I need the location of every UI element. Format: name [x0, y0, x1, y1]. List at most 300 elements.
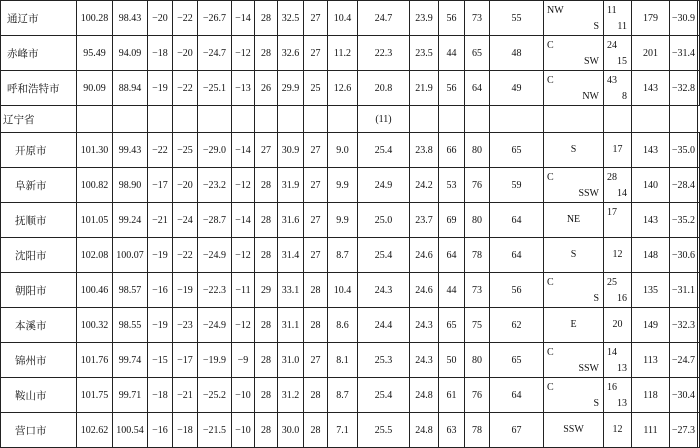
data-cell [698, 413, 700, 448]
data-cell: −32.8 [670, 71, 698, 106]
data-cell: 27 [304, 238, 328, 273]
data-cell: 113 [632, 343, 670, 378]
city-name: 开原市 [1, 133, 77, 168]
wind-direction-cell [544, 378, 604, 413]
wind-direction-cell [544, 133, 604, 168]
wind-tl-label: C [547, 276, 554, 288]
data-cell: 12.6 [328, 71, 358, 106]
data-cell: −26.7 [198, 1, 232, 36]
data-cell: −22 [173, 238, 198, 273]
table-body-bottom [1, 133, 700, 448]
data-cell: −24.7 [198, 36, 232, 71]
data-cell: −24.9 [198, 308, 232, 343]
data-cell: 24.7 [358, 1, 410, 36]
data-cell: 24.6 [410, 273, 439, 308]
province-note: (11) [358, 106, 410, 133]
table-row [1, 36, 700, 71]
wind-frequency-cell [604, 1, 632, 36]
data-cell: 10.4 [328, 1, 358, 36]
data-cell: 100.28 [77, 1, 113, 36]
data-cell [698, 238, 700, 273]
data-cell: 73 [465, 273, 490, 308]
data-cell: 98.55 [113, 308, 148, 343]
wind-tl-label: C [547, 74, 554, 86]
data-cell: 8.7 [328, 238, 358, 273]
data-cell: −14 [232, 1, 255, 36]
data-cell: 143 [632, 203, 670, 238]
wind-br-label: SW [584, 55, 599, 67]
wind-frequency-cell [604, 413, 632, 448]
data-cell: 8.7 [328, 378, 358, 413]
data-cell: −27.3 [670, 413, 698, 448]
data-cell: 27 [304, 203, 328, 238]
data-cell: −35.0 [670, 133, 698, 168]
data-cell: 99.71 [113, 378, 148, 413]
data-cell: 65 [490, 343, 544, 378]
table-row [1, 343, 700, 378]
data-cell: 201 [632, 36, 670, 71]
data-cell: 28 [255, 168, 278, 203]
data-cell: 29 [255, 273, 278, 308]
wind-frequency-cell [604, 238, 632, 273]
wind-tl-label: C [547, 346, 554, 358]
data-cell [698, 203, 700, 238]
data-cell: 100.07 [113, 238, 148, 273]
data-cell: 64 [465, 71, 490, 106]
data-cell: 26 [255, 71, 278, 106]
data-cell [698, 71, 700, 106]
data-cell: 28 [304, 413, 328, 448]
wind-frequency-cell [604, 203, 632, 238]
table-row [1, 413, 700, 448]
data-cell: 48 [490, 36, 544, 71]
data-cell: 25.4 [358, 378, 410, 413]
data-cell: −13 [232, 71, 255, 106]
city-name: 营口市 [1, 413, 77, 448]
data-cell: −31.1 [670, 273, 698, 308]
data-cell: −19.9 [198, 343, 232, 378]
data-cell: 25.0 [358, 203, 410, 238]
data-cell: −30.4 [670, 378, 698, 413]
data-cell: −21 [148, 203, 173, 238]
spd-tl-label: 24 [607, 39, 617, 51]
data-cell: 101.75 [77, 378, 113, 413]
data-cell: 24.4 [358, 308, 410, 343]
data-cell: −15 [148, 343, 173, 378]
data-cell: 102.08 [77, 238, 113, 273]
city-name: 本溪市 [1, 308, 77, 343]
wind-mid-label: E [570, 318, 577, 330]
spd-mid-label: 12 [612, 423, 623, 435]
data-cell: 179 [632, 1, 670, 36]
data-cell: 55 [490, 1, 544, 36]
data-cell: −12 [232, 308, 255, 343]
data-cell: 24.8 [410, 378, 439, 413]
data-cell: 99.74 [113, 343, 148, 378]
wind-br-label: S [593, 397, 599, 409]
data-cell: −19 [148, 71, 173, 106]
province-section [1, 106, 700, 133]
data-cell: 27 [255, 133, 278, 168]
data-cell: −31.4 [670, 36, 698, 71]
data-cell: 135 [632, 273, 670, 308]
wind-frequency-cell [604, 343, 632, 378]
data-cell: 28 [255, 238, 278, 273]
wind-frequency-cell [604, 168, 632, 203]
data-cell [698, 133, 700, 168]
data-cell: 9.9 [328, 203, 358, 238]
data-cell: −20 [173, 36, 198, 71]
wind-direction-cell [544, 71, 604, 106]
data-cell: 61 [439, 378, 465, 413]
spd-mid-label: 17 [612, 143, 623, 155]
data-cell: 149 [632, 308, 670, 343]
data-cell: −19 [173, 273, 198, 308]
data-cell: 118 [632, 378, 670, 413]
data-cell: 25 [304, 71, 328, 106]
wind-tl-label: NW [547, 4, 564, 16]
wind-br-label: S [593, 292, 599, 304]
data-cell: −14 [232, 203, 255, 238]
data-cell: 7.1 [328, 413, 358, 448]
data-cell: 101.30 [77, 133, 113, 168]
data-cell: −28.7 [198, 203, 232, 238]
data-cell: −29.0 [198, 133, 232, 168]
spd-br-label: 14 [617, 187, 627, 199]
data-cell: 98.57 [113, 273, 148, 308]
spd-mid-label: 12 [612, 248, 623, 260]
data-cell: 80 [465, 133, 490, 168]
data-cell: 63 [439, 413, 465, 448]
data-cell: 78 [465, 238, 490, 273]
data-cell: 28 [255, 1, 278, 36]
data-cell: 75 [465, 308, 490, 343]
data-cell: −18 [148, 36, 173, 71]
table-row [1, 133, 700, 168]
data-cell: 33.1 [278, 273, 304, 308]
wind-mid-label: S [570, 143, 577, 155]
data-cell: 111 [632, 413, 670, 448]
city-name: 抚顺市 [1, 203, 77, 238]
spd-br-label: 8 [622, 90, 627, 102]
data-cell: −17 [173, 343, 198, 378]
wind-br-label: S [593, 20, 599, 32]
data-cell: 99.43 [113, 133, 148, 168]
wind-frequency-cell [604, 273, 632, 308]
data-cell: 56 [439, 1, 465, 36]
data-cell: 80 [465, 203, 490, 238]
wind-br-label: SSW [578, 362, 599, 374]
city-name: 阜新市 [1, 168, 77, 203]
data-cell: 143 [632, 71, 670, 106]
data-cell: 64 [490, 378, 544, 413]
data-cell: 23.8 [410, 133, 439, 168]
data-cell: −24 [173, 203, 198, 238]
data-cell: −9 [232, 343, 255, 378]
data-cell: 30.9 [278, 133, 304, 168]
data-cell: 25.4 [358, 133, 410, 168]
data-cell: −25.1 [198, 71, 232, 106]
wind-mid-label: NE [566, 213, 581, 225]
data-cell: −12 [232, 168, 255, 203]
data-cell: −12 [232, 36, 255, 71]
data-cell: 31.9 [278, 168, 304, 203]
data-cell: −22.3 [198, 273, 232, 308]
data-cell: 56 [490, 273, 544, 308]
data-cell: 88.94 [113, 71, 148, 106]
table-row [1, 238, 700, 273]
table-row [1, 273, 700, 308]
data-cell: −20 [173, 168, 198, 203]
wind-frequency-cell [604, 36, 632, 71]
data-cell: 8.1 [328, 343, 358, 378]
data-cell: −10 [232, 413, 255, 448]
table-row [1, 71, 700, 106]
wind-direction-cell [544, 308, 604, 343]
data-cell: 99.24 [113, 203, 148, 238]
spd-tl-label: 16 [607, 381, 617, 393]
data-cell: 28 [255, 36, 278, 71]
spd-tl-label: 28 [607, 171, 617, 183]
data-cell: 65 [465, 36, 490, 71]
data-cell: 76 [465, 378, 490, 413]
data-cell: 56 [439, 71, 465, 106]
data-cell: 69 [439, 203, 465, 238]
city-name: 沈阳市 [1, 238, 77, 273]
spd-tl-label: 17 [607, 206, 617, 218]
data-cell [698, 308, 700, 343]
data-cell: 25.4 [358, 238, 410, 273]
data-cell: −12 [232, 238, 255, 273]
data-cell: 59 [490, 168, 544, 203]
wind-direction-cell [544, 343, 604, 378]
data-cell: 98.43 [113, 1, 148, 36]
data-cell: 100.54 [113, 413, 148, 448]
data-cell: 50 [439, 343, 465, 378]
data-cell: −35.2 [670, 203, 698, 238]
city-name: 赤峰市 [1, 36, 77, 71]
data-cell: −24.7 [670, 343, 698, 378]
data-cell [698, 343, 700, 378]
data-cell: −28.4 [670, 168, 698, 203]
wind-br-label: NW [582, 90, 599, 102]
wind-tl-label: C [547, 39, 554, 51]
city-name: 呼和浩特市 [1, 71, 77, 106]
data-cell: 76 [465, 168, 490, 203]
data-cell: −22 [148, 133, 173, 168]
data-cell [698, 1, 700, 36]
data-cell: 101.76 [77, 343, 113, 378]
city-name: 通辽市 [1, 1, 77, 36]
data-cell: −16 [148, 273, 173, 308]
data-cell: 94.09 [113, 36, 148, 71]
data-cell [698, 168, 700, 203]
data-cell: 101.05 [77, 203, 113, 238]
table-row [1, 203, 700, 238]
data-cell: −20 [148, 1, 173, 36]
data-cell: 28 [255, 343, 278, 378]
wind-frequency-cell [604, 378, 632, 413]
data-cell: −18 [173, 413, 198, 448]
data-cell: 23.7 [410, 203, 439, 238]
data-cell: 27 [304, 168, 328, 203]
wind-frequency-cell [604, 71, 632, 106]
data-cell: 31.6 [278, 203, 304, 238]
data-cell [698, 36, 700, 71]
wind-direction-cell [544, 413, 604, 448]
data-cell: 32.5 [278, 1, 304, 36]
data-cell: 32.6 [278, 36, 304, 71]
wind-direction-cell [544, 203, 604, 238]
spd-br-label: 13 [617, 362, 627, 374]
data-cell: 24.3 [410, 343, 439, 378]
data-cell: 30.0 [278, 413, 304, 448]
data-cell: 62 [490, 308, 544, 343]
data-cell: 100.32 [77, 308, 113, 343]
data-cell: 23.5 [410, 36, 439, 71]
data-cell: −22 [173, 1, 198, 36]
data-cell: 31.2 [278, 378, 304, 413]
spd-tl-label: 11 [607, 4, 617, 16]
data-cell: −25 [173, 133, 198, 168]
wind-direction-cell [544, 238, 604, 273]
data-cell: 44 [439, 36, 465, 71]
data-cell: 28 [255, 413, 278, 448]
data-cell: 98.90 [113, 168, 148, 203]
data-cell [698, 273, 700, 308]
data-cell: 29.9 [278, 71, 304, 106]
data-cell: −25.2 [198, 378, 232, 413]
data-cell: 65 [490, 133, 544, 168]
data-cell: −17 [148, 168, 173, 203]
wind-tl-label: C [547, 381, 554, 393]
data-cell: 53 [439, 168, 465, 203]
data-cell: 49 [490, 71, 544, 106]
data-cell: 24.3 [358, 273, 410, 308]
data-cell: 10.4 [328, 273, 358, 308]
data-cell: 27 [304, 133, 328, 168]
data-cell: 23.9 [410, 1, 439, 36]
data-cell: −24.9 [198, 238, 232, 273]
wind-frequency-cell [604, 308, 632, 343]
province-row [1, 106, 700, 133]
data-cell: 24.2 [410, 168, 439, 203]
data-cell [698, 378, 700, 413]
table-body-top [1, 1, 700, 106]
data-cell: 143 [632, 133, 670, 168]
data-cell: −22 [173, 71, 198, 106]
data-cell: 24.6 [410, 238, 439, 273]
data-cell: −23 [173, 308, 198, 343]
data-cell: 9.9 [328, 168, 358, 203]
data-cell: 24.3 [410, 308, 439, 343]
spd-br-label: 13 [617, 397, 627, 409]
data-cell: 66 [439, 133, 465, 168]
data-cell: −14 [232, 133, 255, 168]
data-cell: 27 [304, 36, 328, 71]
data-cell: −19 [148, 308, 173, 343]
data-cell: 28 [255, 378, 278, 413]
data-cell: 25.3 [358, 343, 410, 378]
spd-br-label: 15 [617, 55, 627, 67]
data-cell: −19 [148, 238, 173, 273]
data-cell: 9.0 [328, 133, 358, 168]
data-cell: 11.2 [328, 36, 358, 71]
data-cell: −21.5 [198, 413, 232, 448]
data-cell: 21.9 [410, 71, 439, 106]
table-row [1, 1, 700, 36]
wind-direction-cell [544, 273, 604, 308]
data-cell: 80 [465, 343, 490, 378]
data-cell: 78 [465, 413, 490, 448]
data-cell: 67 [490, 413, 544, 448]
data-cell: 27 [304, 343, 328, 378]
spd-tl-label: 14 [607, 346, 617, 358]
data-cell: 64 [490, 203, 544, 238]
data-cell: 100.82 [77, 168, 113, 203]
data-cell: 20.8 [358, 71, 410, 106]
city-name: 鞍山市 [1, 378, 77, 413]
data-cell: −16 [148, 413, 173, 448]
wind-mid-label: S [570, 248, 577, 260]
data-cell: 90.09 [77, 71, 113, 106]
city-name: 锦州市 [1, 343, 77, 378]
province-name: 辽宁省 [1, 106, 77, 133]
wind-frequency-cell [604, 133, 632, 168]
wind-mid-label: SSW [563, 423, 584, 435]
data-cell: 31.1 [278, 308, 304, 343]
data-cell: −32.3 [670, 308, 698, 343]
spd-br-label: 11 [617, 20, 627, 32]
wind-direction-cell [544, 168, 604, 203]
data-cell: −30.9 [670, 1, 698, 36]
data-cell: 28 [304, 273, 328, 308]
data-cell: 65 [439, 308, 465, 343]
data-cell: 8.6 [328, 308, 358, 343]
data-cell: 44 [439, 273, 465, 308]
data-cell: −30.6 [670, 238, 698, 273]
data-cell: 27 [304, 1, 328, 36]
spd-tl-label: 25 [607, 276, 617, 288]
data-cell: 31.0 [278, 343, 304, 378]
table-row [1, 168, 700, 203]
data-cell: 73 [465, 1, 490, 36]
data-cell: 25.5 [358, 413, 410, 448]
wind-br-label: SSW [578, 187, 599, 199]
table-row [1, 378, 700, 413]
data-cell: 64 [490, 238, 544, 273]
data-cell: 28 [304, 378, 328, 413]
spd-br-label: 16 [617, 292, 627, 304]
wind-direction-cell [544, 36, 604, 71]
data-cell: 28 [255, 308, 278, 343]
data-cell: 28 [255, 203, 278, 238]
data-cell: 100.46 [77, 273, 113, 308]
data-cell: −23.2 [198, 168, 232, 203]
data-cell: 148 [632, 238, 670, 273]
table-row [1, 308, 700, 343]
data-cell: 102.62 [77, 413, 113, 448]
data-cell: 140 [632, 168, 670, 203]
spd-tl-label: 43 [607, 74, 617, 86]
data-cell: 95.49 [77, 36, 113, 71]
data-cell: 31.4 [278, 238, 304, 273]
city-name: 朝阳市 [1, 273, 77, 308]
data-cell: −21 [173, 378, 198, 413]
data-cell: 64 [439, 238, 465, 273]
data-cell: 24.8 [410, 413, 439, 448]
data-cell: −10 [232, 378, 255, 413]
